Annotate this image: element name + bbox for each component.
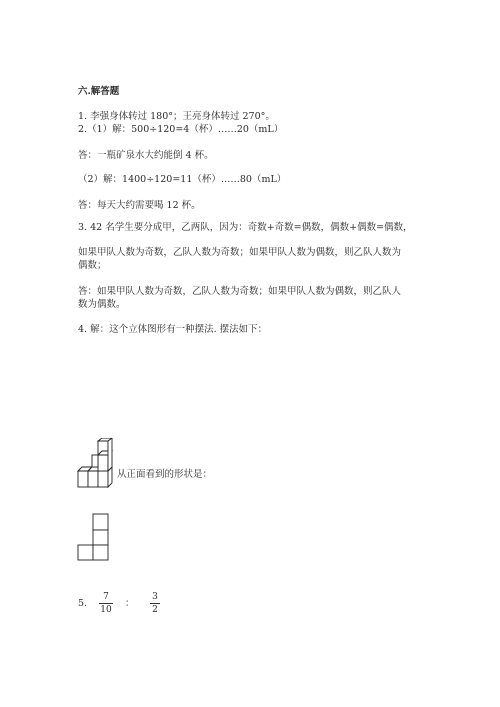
fraction-2 xyxy=(150,592,160,615)
question-2-part-1: 2.（1）解：500÷120=4（杯）……20（mL） xyxy=(78,124,284,135)
ratio-colon: ： xyxy=(125,598,135,609)
front-view-label: 从正面看到的形状是： xyxy=(117,469,213,480)
question-3-line-1: 3. 42 名学生要分成甲，乙两队，因为：奇数+奇数=偶数，偶数+偶数=偶数， xyxy=(78,222,413,233)
fraction-1 xyxy=(99,592,113,615)
section-title: 六.解答题 xyxy=(78,86,120,97)
question-2-answer-2: 答：每天大约需要喝 12 杯。 xyxy=(78,200,201,211)
question-3-line-3: 偶数； xyxy=(78,260,107,271)
question-4: 4. 解：这个立体图形有一种摆法. 摆法如下： xyxy=(78,324,268,335)
cube-arrangement-figure xyxy=(76,438,116,490)
fraction-1-numerator: 7 xyxy=(103,592,109,602)
question-2-part-2: （2）解：1400÷120=11（杯）……80（mL） xyxy=(78,174,287,185)
question-3-answer-line-2: 数为偶数。 xyxy=(78,299,126,310)
question-1: 1. 李强身体转过 180°；王亮身体转过 270°。 xyxy=(78,111,275,122)
question-2-answer-1: 答：一瓶矿泉水大约能倒 4 杯。 xyxy=(78,150,214,161)
front-view-figure xyxy=(76,512,110,562)
question-5-number: 5. xyxy=(78,598,88,609)
fraction-2-denominator: 2 xyxy=(152,605,158,615)
fraction-2-bar xyxy=(150,603,160,604)
fraction-1-bar xyxy=(99,603,113,604)
question-3-line-2: 如果甲队人数为奇数，乙队人数为奇数；如果甲队人数为偶数，则乙队人数为 xyxy=(78,247,402,258)
fraction-2-numerator: 3 xyxy=(152,592,158,602)
fraction-1-denominator: 10 xyxy=(100,605,112,615)
question-3-answer-line-1: 答：如果甲队人数为奇数，乙队人数为奇数；如果甲队人数为偶数，则乙队人 xyxy=(78,286,402,297)
